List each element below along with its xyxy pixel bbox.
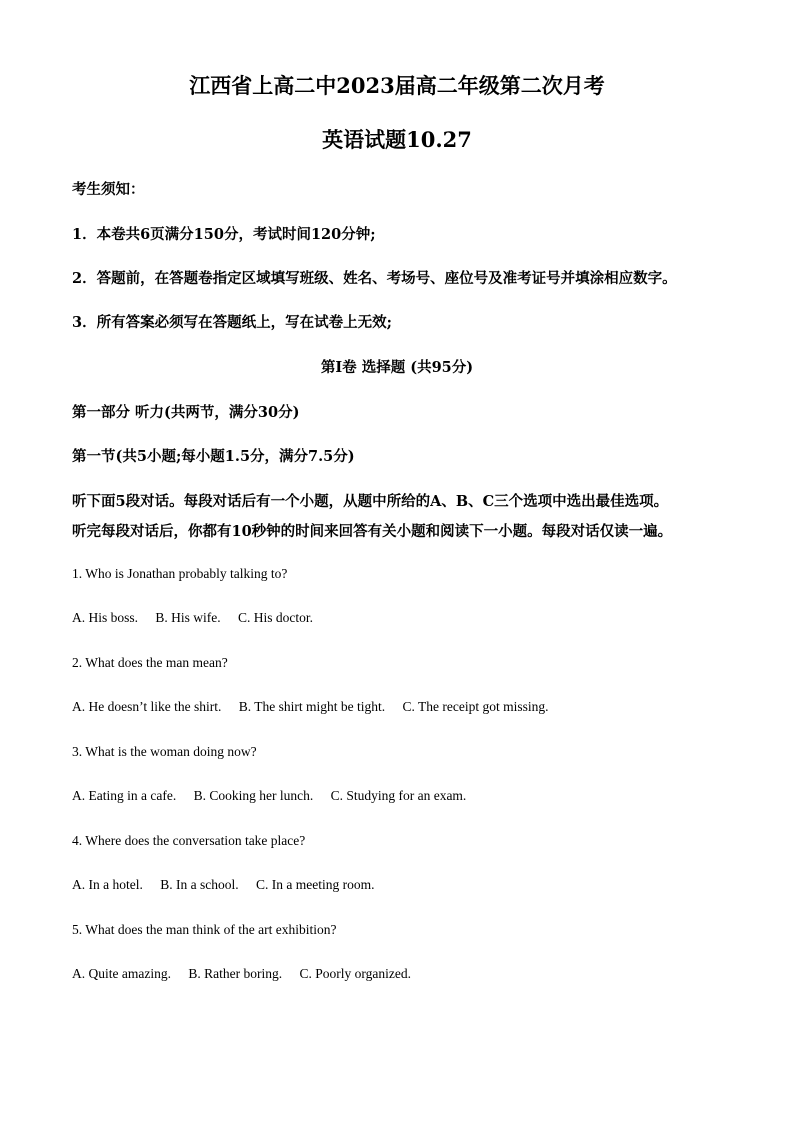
question-3-option-c: C. Studying for an exam. (330, 788, 467, 803)
question-3-option-a: A. Eating in a cafe. (72, 788, 177, 803)
question-5-option-b: B. Rather boring. (188, 966, 283, 981)
question-2-stem: 2. What does the man mean? (72, 655, 228, 670)
question-4-options (72, 877, 388, 893)
question-4-option-c: C. In a meeting room. (255, 877, 375, 892)
question-5-option-a: A. Quite amazing. (72, 966, 171, 981)
question-3-stem: 3. What is the woman doing now? (72, 744, 257, 759)
question-2-option-c: C. The receipt got missing. (402, 699, 549, 714)
notice-item-2: 2．答题前，在答题卷指定区域填写班级、姓名、考场号、座位号及准考证号并填涂相应数字。 (72, 270, 677, 287)
subsection-title: 第一节(共5小题;每小题1.5分，满分7.5分) (72, 448, 355, 465)
question-1-stem: 1. Who is Jonathan probably talking to? (72, 566, 288, 581)
instruction-line-2: 听完每段对话后，你都有10秒钟的时间来回答有关小题和阅读下一小题。每段对话仅读一遍。 (72, 523, 673, 540)
question-5-stem: 5. What does the man think of the art exhibition? (72, 922, 337, 937)
notice-item-1: 1．本卷共6页满分150分，考试时间120分钟; (72, 226, 376, 243)
notice-heading: 考生须知： (72, 181, 145, 198)
question-2-option-b: B. The shirt might be tight. (238, 699, 386, 714)
question-4-option-a: A. In a hotel. (72, 877, 143, 892)
instruction-line-1: 听下面5段对话。每段对话后有一个小题，从题中所给的A、B、C三个选项中选出最佳选项。 (72, 493, 669, 510)
question-3-option-b: B. Cooking her lunch. (193, 788, 314, 803)
section-title: 第I卷 选择题 (共95分) (320, 359, 474, 376)
question-5-option-c: C. Poorly organized. (299, 966, 411, 981)
question-1-option-a: A. His boss. (72, 610, 139, 625)
question-1-options (72, 610, 327, 626)
question-3-options (72, 788, 480, 804)
question-4-stem: 4. Where does the conversation take place? (72, 833, 306, 848)
page-title: 江西省上高二中2023届高二年级第二次月考 (189, 73, 605, 98)
question-2-options (72, 699, 562, 715)
question-4-option-b: B. In a school. (160, 877, 239, 892)
question-5-options (72, 966, 425, 982)
page-subtitle: 英语试题10.27 (322, 127, 472, 152)
part-title: 第一部分 听力(共两节，满分30分) (72, 404, 300, 421)
question-1-option-c: C. His doctor. (238, 610, 314, 625)
notice-item-3: 3．所有答案必须写在答题纸上，写在试卷上无效; (72, 314, 392, 331)
question-2-option-a: A. He doesn’t like the shirt. (72, 699, 222, 714)
question-1-option-b: B. His wife. (155, 610, 221, 625)
